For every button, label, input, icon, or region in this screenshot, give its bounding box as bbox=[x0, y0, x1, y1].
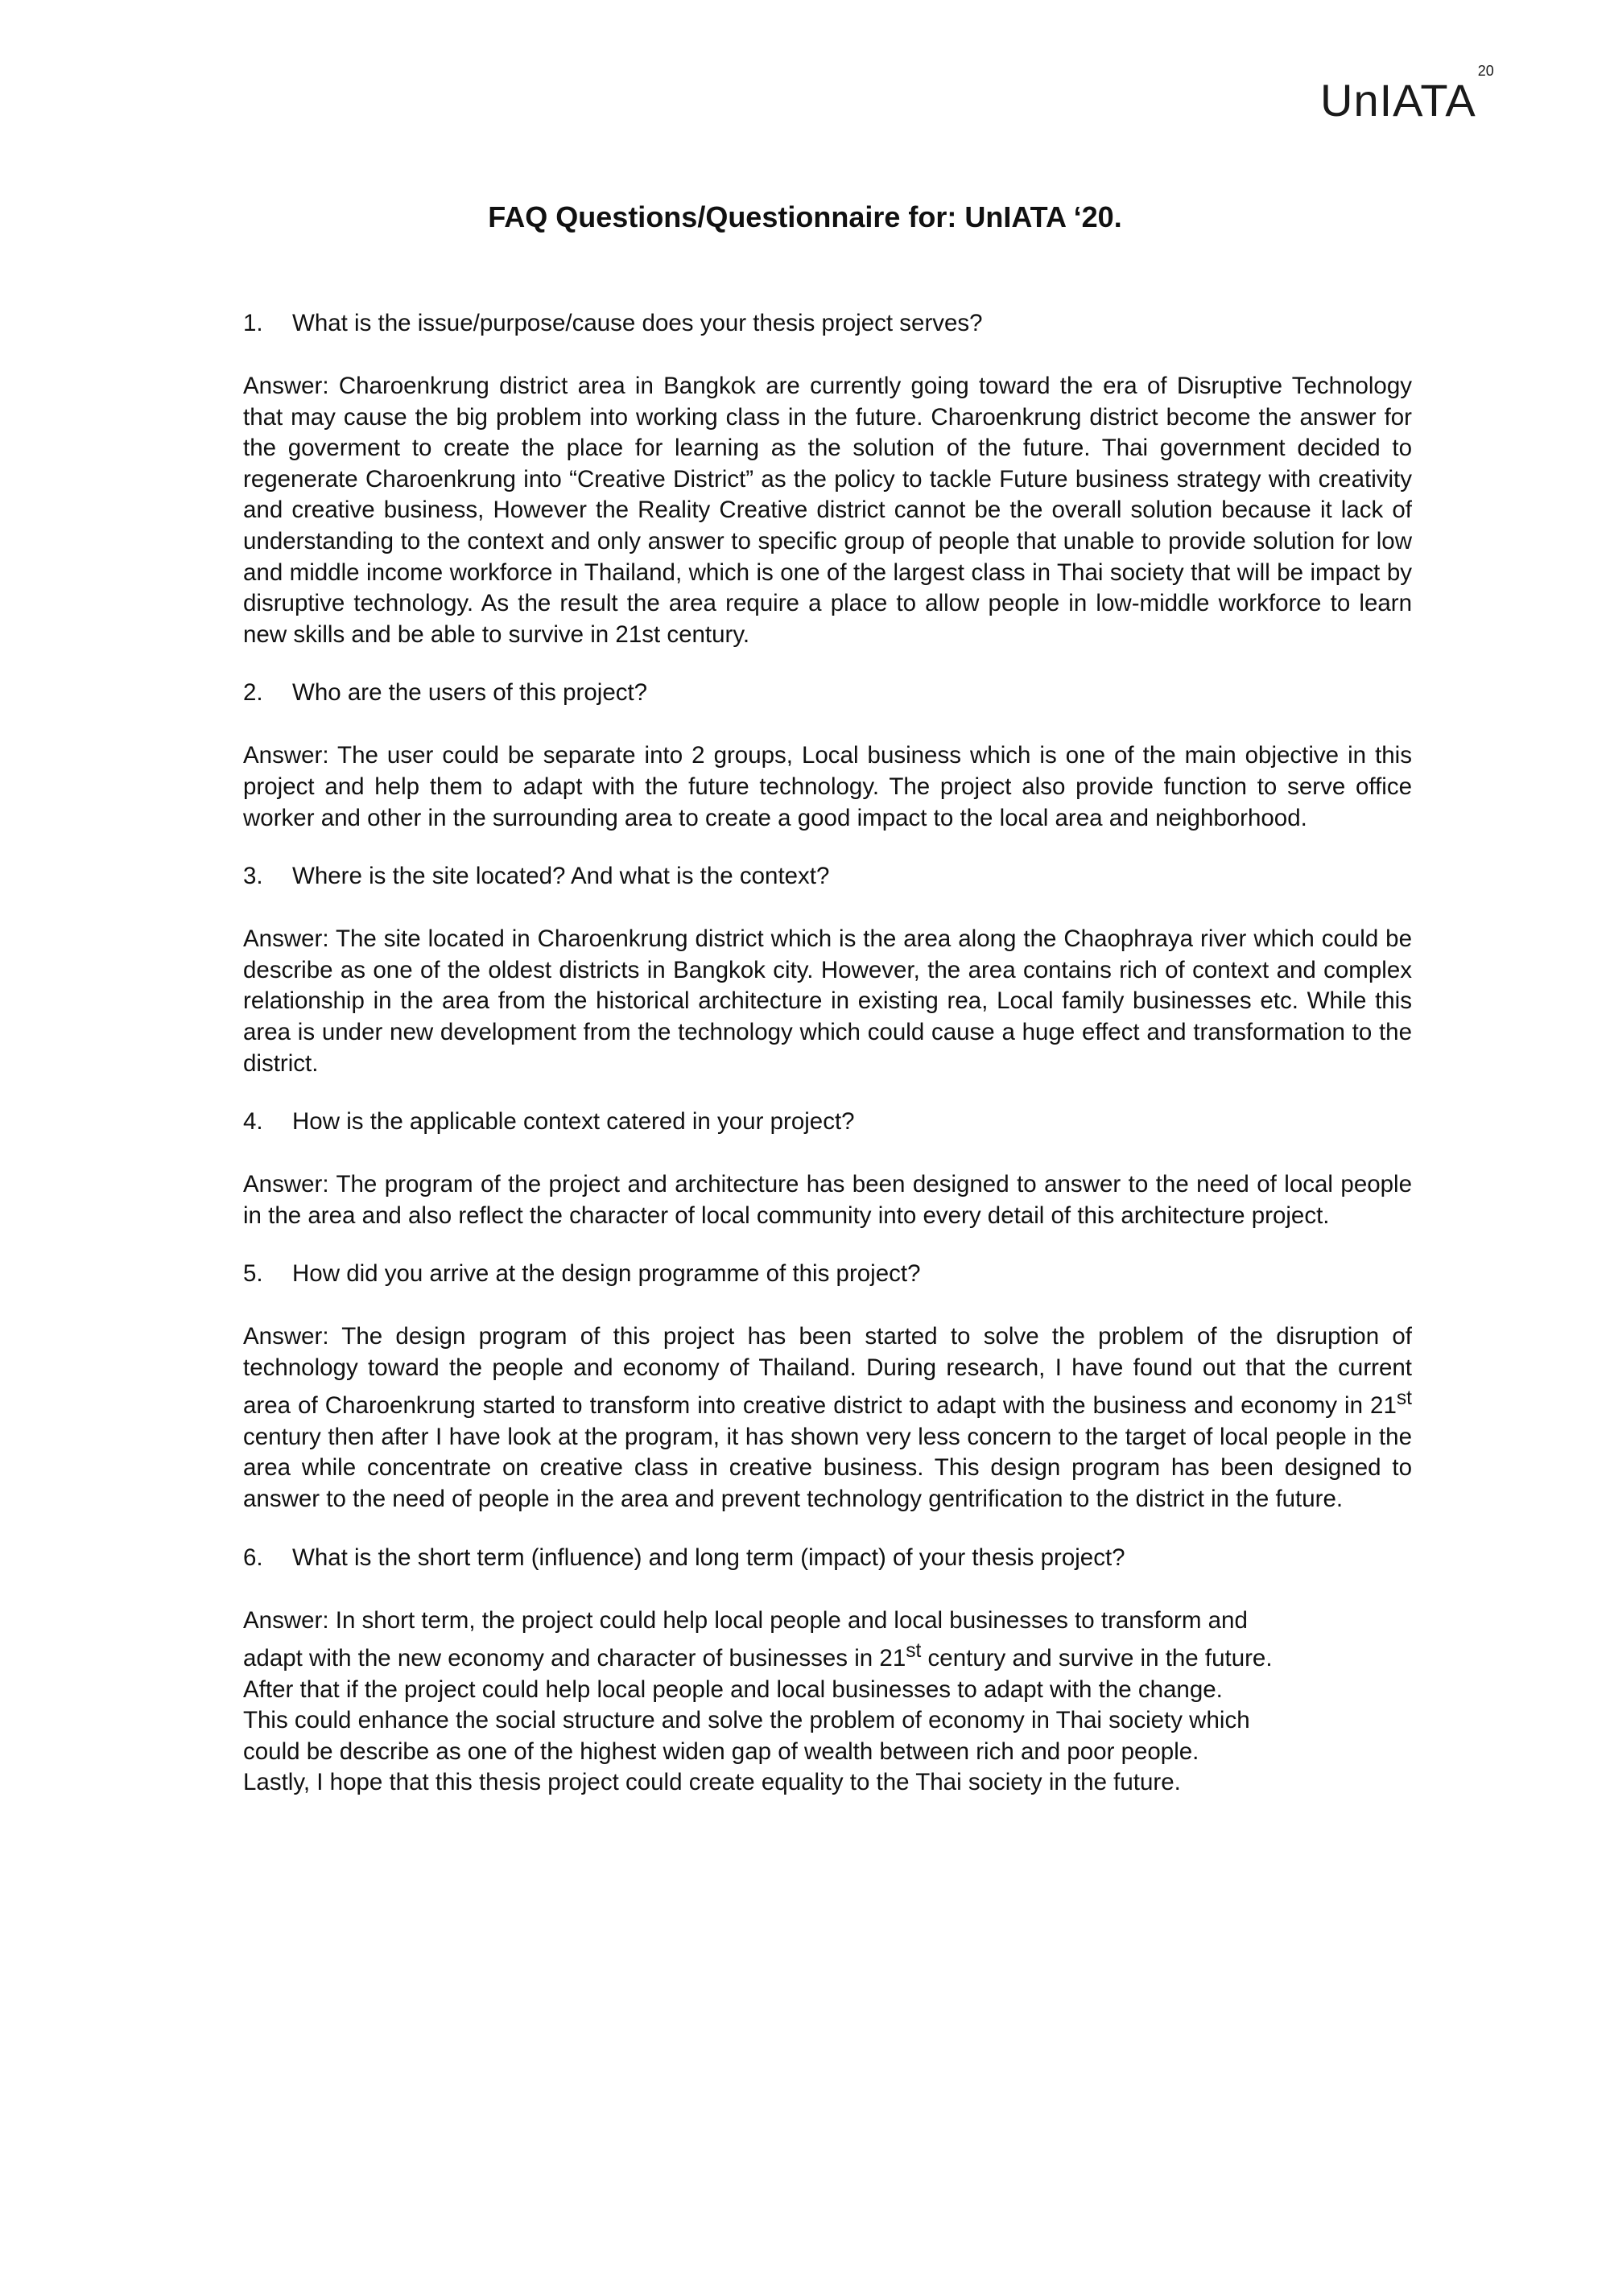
answer-line: adapt with the new economy and character of businesses in 21 bbox=[243, 1645, 906, 1672]
logo-superscript: 20 bbox=[1477, 63, 1494, 80]
question-text: What is the issue/purpose/cause does your thesis project serves? bbox=[292, 310, 983, 336]
faq-answer bbox=[243, 1321, 1412, 1515]
faq-item bbox=[243, 1258, 1412, 1515]
answer-line: This could enhance the social structure and solve the problem of economy in Thai society which bbox=[243, 1707, 1250, 1734]
faq-question bbox=[243, 860, 1412, 892]
faq-answer: Answer: The program of the project and architecture has been designed to answer to the need of local people in the area and also reflect the character of local community into every detail of this architecture project. bbox=[243, 1171, 1412, 1229]
faq-item bbox=[243, 307, 1412, 650]
answer-line: century and survive in the future. bbox=[921, 1645, 1273, 1672]
answer-line: Answer: In short term, the project could help local people and local businesses to transform and bbox=[243, 1606, 1248, 1634]
answer-line: Lastly, I hope that this thesis project could create equality to the Thai society in the future. bbox=[243, 1769, 1181, 1796]
question-number: 3. bbox=[243, 863, 263, 890]
question-text: Who are the users of this project? bbox=[292, 679, 648, 707]
question-number: 2. bbox=[243, 679, 263, 707]
faq-item bbox=[243, 1542, 1412, 1799]
question-number: 6. bbox=[243, 1544, 263, 1571]
faq-question bbox=[243, 677, 1412, 709]
question-text: What is the short term (influence) and long term (impact) of your thesis project? bbox=[292, 1544, 1125, 1571]
answer-line: could be describe as one of the highest widen gap of wealth between rich and poor people. bbox=[243, 1737, 1199, 1765]
faq-question bbox=[243, 307, 1412, 340]
faq-item bbox=[243, 677, 1412, 834]
faq-answer: Answer: The user could be separate into 2 groups, Local business which is one of the main objective in this project and help them to adapt with the future technology. The project also provide function to serve office worker and other in the surrounding area to create a good impact to the local area and neighborhood. bbox=[243, 742, 1412, 831]
faq-question bbox=[243, 1258, 1412, 1290]
question-text: How did you arrive at the design programme of this project? bbox=[292, 1260, 921, 1288]
logo-text: UnIATA bbox=[1320, 75, 1476, 126]
question-text: How is the applicable context catered in your project? bbox=[292, 1108, 855, 1136]
faq-answer: Answer: Charoenkrung district area in Bangkok are currently going toward the era of Disruptive Technology that may cause the big problem into working class in the future. Charoenkrung district become the answer for the goverment to create the place for learning as the solution of the future. Thai government decided to regenerate Charoenkrung into “Creative District” as the policy to tackle Future business strategy with creativity and creative business, However the Reality Creative district cannot be the overall solution because it lack of understanding to the context and only answer to specific group of people that unable to provide solution for low and middle income workforce in Thailand, which is one of the largest class in Thai society that will be impact by disruptive technology. As the result the area require a place to allow people in low-middle workforce to learn new skills and be able to survive in 21st century. bbox=[243, 373, 1412, 648]
document-title: FAQ Questions/Questionnaire for: UnIATA ‘20. bbox=[488, 200, 1122, 233]
faq-question bbox=[243, 1542, 1412, 1574]
faq-answer bbox=[243, 1606, 1412, 1799]
faq-question bbox=[243, 1106, 1412, 1138]
question-number: 5. bbox=[243, 1260, 263, 1288]
question-number: 4. bbox=[243, 1108, 263, 1136]
answer-text: century then after I have look at the program, it has shown very less concern to the target of local people in the area while concentrate on creative class in creative business. This design program has been designed to answer to the need of people in the area and prevent technology gentrification to the district in the future. bbox=[243, 1423, 1412, 1513]
answer-line: After that if the project could help local people and local businesses to adapt with the change. bbox=[243, 1676, 1223, 1703]
faq-item bbox=[243, 860, 1412, 1079]
faq-list bbox=[243, 307, 1412, 1825]
unIATA-logo bbox=[1320, 63, 1494, 126]
faq-item bbox=[243, 1106, 1412, 1231]
ordinal-suffix: st bbox=[1396, 1387, 1412, 1410]
answer-text: Answer: The design program of this project has been started to solve the problem of the disruption of technology toward the people and economy of Thailand. During research, I have found out that the current area of Charoenkrung started to transform into creative district to adapt with the business and economy in 21 bbox=[243, 1323, 1412, 1420]
question-text: Where is the site located? And what is the context? bbox=[292, 863, 830, 890]
faq-answer: Answer: The site located in Charoenkrung district which is the area along the Chaophraya river which could be describe as one of the oldest districts in Bangkok city. However, the area contains rich of context and complex relationship in the area from the historical architecture in existing rea, Local family businesses etc. While this area is under new development from the technology which could cause a huge effect and transformation to the district. bbox=[243, 925, 1412, 1077]
ordinal-suffix: st bbox=[906, 1640, 922, 1663]
question-number: 1. bbox=[243, 310, 263, 336]
